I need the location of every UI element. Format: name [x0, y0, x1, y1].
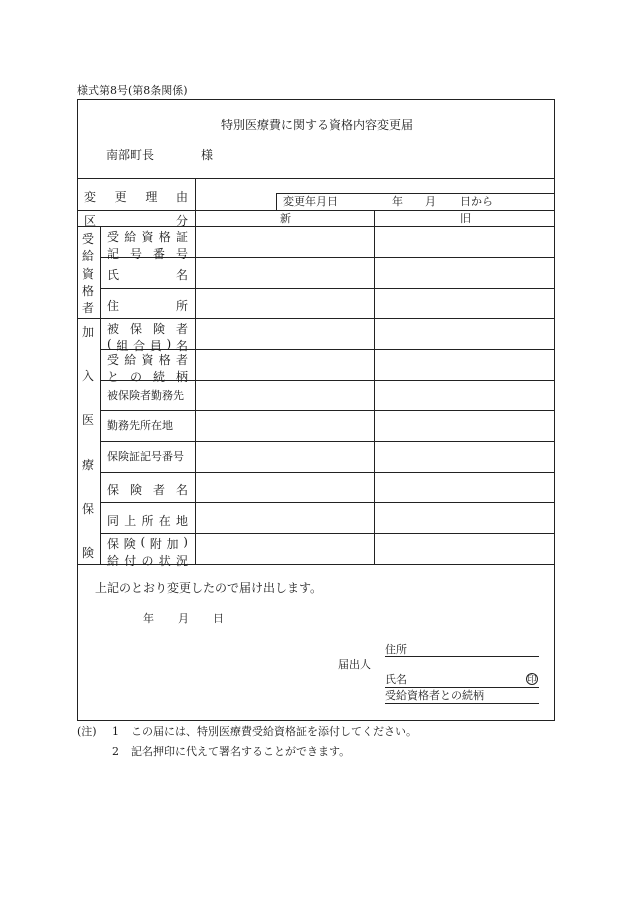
rule-new-old: [374, 210, 375, 564]
seal-mark: 印: [527, 675, 537, 685]
applicant-address-line: [385, 656, 539, 657]
rule-section-split: [77, 318, 555, 319]
change-reason-label: 変 更 理 由: [84, 190, 188, 204]
recipient-cert-number-label: 受 給 資 格 証 記 号 番 号: [107, 230, 188, 261]
applicant-relation-label: 受給資格者との続柄: [385, 689, 484, 702]
rule-r9: [100, 502, 555, 503]
insurer-address-label: 同 上 所 在 地: [107, 514, 188, 528]
note-2-number: 2: [112, 745, 119, 758]
additional-benefit-label: 保 険 ( 附 加 ) 給 付 の 状 況: [107, 535, 188, 568]
change-date-year-unit: 年: [392, 195, 403, 208]
rule-r2: [100, 288, 555, 289]
division-label: 区 分: [84, 214, 188, 228]
rule-r7: [100, 441, 555, 442]
rule-r8: [100, 472, 555, 473]
declaration-text: 上記のとおり変更したので届け出します。: [95, 581, 323, 595]
date-month-unit: 月: [178, 612, 189, 625]
recipient-name-label: 氏 名: [107, 268, 188, 282]
rule-r6: [100, 410, 555, 411]
employer-label: 被保険者勤務先: [107, 389, 184, 402]
rule-top: [77, 178, 555, 179]
date-day-unit: 日: [213, 612, 224, 625]
form-title: 特別医療費に関する資格内容変更届: [221, 118, 414, 132]
note-1-number: 1: [112, 725, 119, 738]
rule-date-left: [276, 193, 277, 210]
applicant-relation-line: [385, 703, 539, 704]
division-old-header: 旧: [460, 212, 471, 225]
change-date-month-unit: 月: [425, 195, 436, 208]
rule-label-col: [195, 178, 196, 564]
applicant-label: 届出人: [338, 658, 371, 671]
insurer-name-label: 保 険 者 名: [107, 483, 188, 497]
addressee-name: 南部町長: [106, 148, 155, 162]
applicant-name-label: 氏名: [385, 673, 407, 686]
rule-r10: [100, 533, 555, 534]
insured-person-label: 被 保 険 者 ( 組 合 員 ) 名: [107, 322, 188, 353]
note-1-text: この届には、特別医療費受給資格証を添付してください。: [131, 725, 417, 738]
rule-division-top: [77, 210, 555, 211]
note-2-text: 記名押印に代えて署名することができます。: [131, 745, 351, 758]
date-year-unit: 年: [143, 612, 154, 625]
recipient-address-label: 住 所: [107, 299, 188, 313]
addressee-honorific: 様: [201, 148, 214, 162]
recipient-group-label: 受 給 資 格 者: [81, 232, 94, 315]
insurance-group-label: 加 入 医 療 保 険: [81, 325, 94, 560]
applicant-address-label: 住所: [385, 643, 407, 656]
insurance-card-number-label: 保険証記号番号: [107, 450, 184, 463]
notes-heading: (注): [77, 725, 97, 738]
change-date-day-unit: 日から: [460, 195, 493, 208]
change-date-label: 変更年月日: [283, 195, 338, 208]
applicant-name-line: [385, 687, 539, 688]
division-new-header: 新: [280, 212, 291, 225]
relation-to-recipient-label: 受 給 資 格 者 と の 続 柄: [107, 353, 188, 384]
rule-date-top: [276, 193, 555, 194]
employer-address-label: 勤務先所在地: [107, 419, 173, 432]
rule-group-col: [100, 226, 101, 564]
form-number: 様式第8号(第8条関係): [77, 84, 188, 97]
